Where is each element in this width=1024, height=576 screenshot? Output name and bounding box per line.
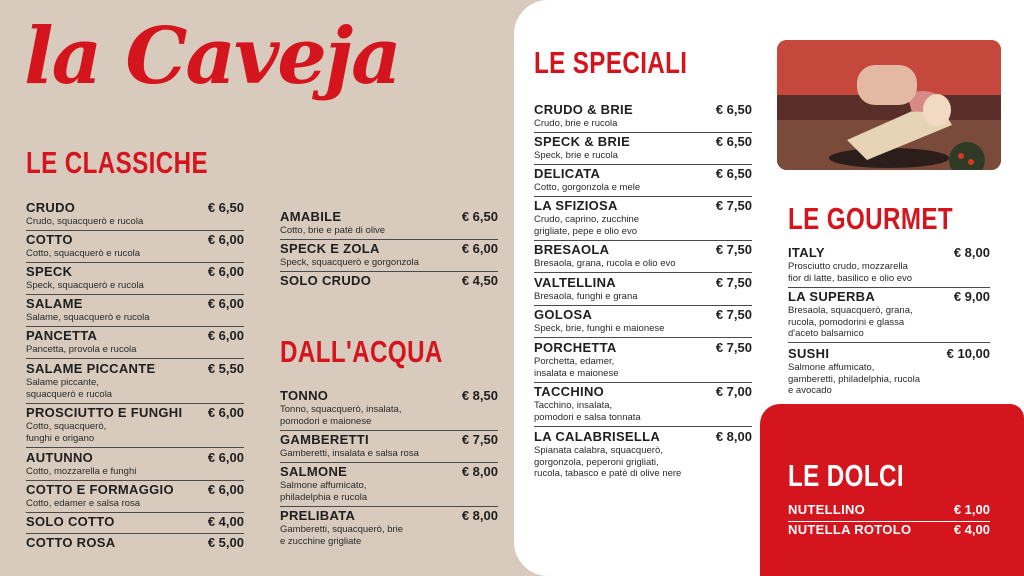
- menu-item: [26, 515, 244, 534]
- speciali-title: LE SPECIALI: [534, 45, 688, 80]
- menu-item: [280, 389, 498, 431]
- item-price: € 4,50: [461, 273, 498, 288]
- item-description: Spianata calabra, squacquerò, gorgonzola, peperoni grigliati, rucola, tabasco e patè di olive nere: [534, 445, 682, 479]
- item-description: Cotto, squacquerò e rucola: [26, 248, 141, 259]
- item-name: AUTUNNO: [26, 450, 94, 465]
- item-name: TACCHINO: [534, 384, 605, 399]
- item-name: TONNO: [280, 388, 329, 403]
- item-description: Crudo, squacquerò e rucola: [26, 216, 144, 227]
- dolci-item: [788, 523, 990, 541]
- menu-item: [26, 233, 244, 263]
- menu-item: [534, 167, 752, 197]
- menu-item: [280, 433, 498, 463]
- item-price: € 5,00: [207, 535, 244, 550]
- item-name: SALAME: [26, 296, 83, 311]
- item-description: Cotto, gorgonzola e mele: [534, 182, 641, 193]
- classiche-title: LE CLASSICHE: [26, 145, 209, 180]
- dolci-item: [788, 503, 990, 522]
- item-name: VALTELLINA: [534, 275, 616, 290]
- item-name: DELICATA: [534, 166, 601, 181]
- item-name: LA SFIZIOSA: [534, 198, 618, 213]
- item-name: PRELIBATA: [280, 508, 356, 523]
- menu-item: [280, 242, 498, 272]
- item-description: Bresaola, funghi e grana: [534, 291, 638, 302]
- item-name: LA SUPERBA: [788, 289, 876, 304]
- menu-item: [280, 465, 498, 507]
- item-description: Salame, squacquerò e rucola: [26, 312, 150, 323]
- menu-item: [534, 135, 752, 165]
- item-price: € 5,50: [207, 361, 244, 376]
- item-price: € 8,00: [953, 245, 990, 260]
- menu-item: [788, 290, 990, 343]
- item-price: € 7,50: [715, 198, 752, 213]
- item-name: GAMBERETTI: [280, 432, 369, 447]
- item-price: € 8,50: [461, 388, 498, 403]
- item-name: NUTELLA ROTOLO: [788, 522, 912, 537]
- item-description: Salmone affumicato, gamberetti, philadelphia, rucola e avocado: [788, 362, 921, 396]
- item-description: Bresaola, grana, rucola e olio evo: [534, 258, 676, 269]
- item-description: Porchetta, edamer, insalata e maionese: [534, 356, 619, 379]
- item-price: € 7,50: [715, 340, 752, 355]
- item-description: Cotto, mozzarella e funghi: [26, 466, 137, 477]
- item-price: € 6,00: [207, 405, 244, 420]
- menu-item: [26, 451, 244, 481]
- menu-item: [534, 341, 752, 383]
- item-description: Tacchino, insalata, pomodori e salsa tonnata: [534, 400, 641, 423]
- item-description: Speck, squacquerò e gorgonzola: [280, 257, 419, 268]
- menu-item: [26, 362, 244, 404]
- item-price: € 6,50: [207, 200, 244, 215]
- item-description: Cotto, squacquerò, funghi e origano: [26, 421, 107, 444]
- menu-item: [26, 297, 244, 327]
- menu-item: [788, 246, 990, 288]
- item-name: COTTO: [26, 232, 73, 247]
- item-description: Speck, brie e rucola: [534, 150, 618, 161]
- item-price: € 6,00: [461, 241, 498, 256]
- item-name: SPECK & BRIE: [534, 134, 631, 149]
- item-name: AMABILE: [280, 209, 342, 224]
- menu-item: [26, 536, 244, 554]
- item-price: € 7,00: [715, 384, 752, 399]
- wrap-image-icon: [777, 40, 1001, 170]
- item-name: ITALY: [788, 245, 825, 260]
- item-price: € 9,00: [953, 289, 990, 304]
- item-name: CRUDO: [26, 200, 76, 215]
- item-description: Cotto, brie e patè di olive: [280, 225, 386, 236]
- menu-item: [280, 210, 498, 240]
- menu-item: [534, 430, 752, 482]
- gourmet-title: LE GOURMET: [788, 201, 954, 236]
- item-price: € 6,00: [207, 264, 244, 279]
- item-description: Speck, squacquerò e rucola: [26, 280, 144, 291]
- item-name: COTTO ROSA: [26, 535, 116, 550]
- menu-item: [534, 308, 752, 338]
- item-price: € 6,50: [715, 134, 752, 149]
- item-name: PROSCIUTTO E FUNGHI: [26, 405, 183, 420]
- item-name: SOLO COTTO: [26, 514, 115, 529]
- menu-item: [534, 276, 752, 306]
- item-price: € 6,50: [715, 166, 752, 181]
- item-price: € 10,00: [946, 346, 990, 361]
- item-name: NUTELLINO: [788, 502, 866, 517]
- menu-item: [788, 347, 990, 399]
- item-name: COTTO E FORMAGGIO: [26, 482, 174, 497]
- item-description: Gamberetti, squacquerò, brie e zucchine grigliate: [280, 524, 404, 547]
- item-name: SPECK E ZOLA: [280, 241, 380, 256]
- item-price: € 8,00: [461, 508, 498, 523]
- item-name: SUSHI: [788, 346, 830, 361]
- item-price: € 6,50: [715, 102, 752, 117]
- item-price: € 6,00: [207, 296, 244, 311]
- item-price: € 6,50: [461, 209, 498, 224]
- item-price: € 7,50: [461, 432, 498, 447]
- item-price: € 6,00: [207, 232, 244, 247]
- menu-item: [534, 103, 752, 133]
- item-description: Speck, brie, funghi e maionese: [534, 323, 665, 334]
- item-description: Tonno, squacquerò, insalata, pomodori e maionese: [280, 404, 402, 427]
- item-description: Prosciutto crudo, mozzarella fior di latte, basilico e olio evo: [788, 261, 913, 284]
- menu-item: [26, 201, 244, 231]
- food-photo: [777, 40, 1001, 170]
- menu-item: [26, 329, 244, 359]
- item-description: Salmone affumicato, philadelphia e rucola: [280, 480, 368, 503]
- item-price: € 4,00: [953, 522, 990, 537]
- item-description: Bresaola, squacquerò, grana, rucola, pomodorini e glassa d'aceto balsamico: [788, 305, 913, 339]
- item-description: Cotto, edamer e salsa rosa: [26, 498, 141, 509]
- menu-item: [280, 509, 498, 550]
- menu-item: [26, 483, 244, 513]
- menu-item: [280, 274, 498, 292]
- item-name: SOLO CRUDO: [280, 273, 372, 288]
- item-price: € 6,00: [207, 450, 244, 465]
- item-name: SPECK: [26, 264, 73, 279]
- item-price: € 7,50: [715, 275, 752, 290]
- menu-item: [26, 406, 244, 448]
- item-description: Crudo, brie e rucola: [534, 118, 618, 129]
- dolci-title: LE DOLCI: [788, 458, 904, 493]
- item-description: Crudo, caprino, zucchine grigliate, pepe e olio evo: [534, 214, 640, 237]
- item-name: PANCETTA: [26, 328, 98, 343]
- item-price: € 6,00: [207, 328, 244, 343]
- item-name: SALMONE: [280, 464, 348, 479]
- item-description: Pancetta, provola e rucola: [26, 344, 137, 355]
- brand-logo: la Caveja: [24, 11, 400, 102]
- item-price: € 7,50: [715, 307, 752, 322]
- item-name: PORCHETTA: [534, 340, 617, 355]
- item-price: € 7,50: [715, 242, 752, 257]
- item-name: SALAME PICCANTE: [26, 361, 156, 376]
- item-price: € 1,00: [953, 502, 990, 517]
- item-price: € 4,00: [207, 514, 244, 529]
- item-name: GOLOSA: [534, 307, 593, 322]
- item-name: BRESAOLA: [534, 242, 610, 257]
- item-name: LA CALABRISELLA: [534, 429, 661, 444]
- menu-item: [26, 265, 244, 295]
- menu-item: [534, 385, 752, 427]
- item-description: Salame piccante, squacquerò e rucola: [26, 377, 113, 400]
- item-description: Gamberetti, insalata e salsa rosa: [280, 448, 419, 459]
- item-price: € 8,00: [461, 464, 498, 479]
- item-price: € 6,00: [207, 482, 244, 497]
- menu-item: [534, 199, 752, 241]
- item-name: CRUDO & BRIE: [534, 102, 633, 117]
- item-price: € 8,00: [715, 429, 752, 444]
- menu-item: [534, 243, 752, 273]
- acqua-title: DALL'ACQUA: [280, 334, 443, 369]
